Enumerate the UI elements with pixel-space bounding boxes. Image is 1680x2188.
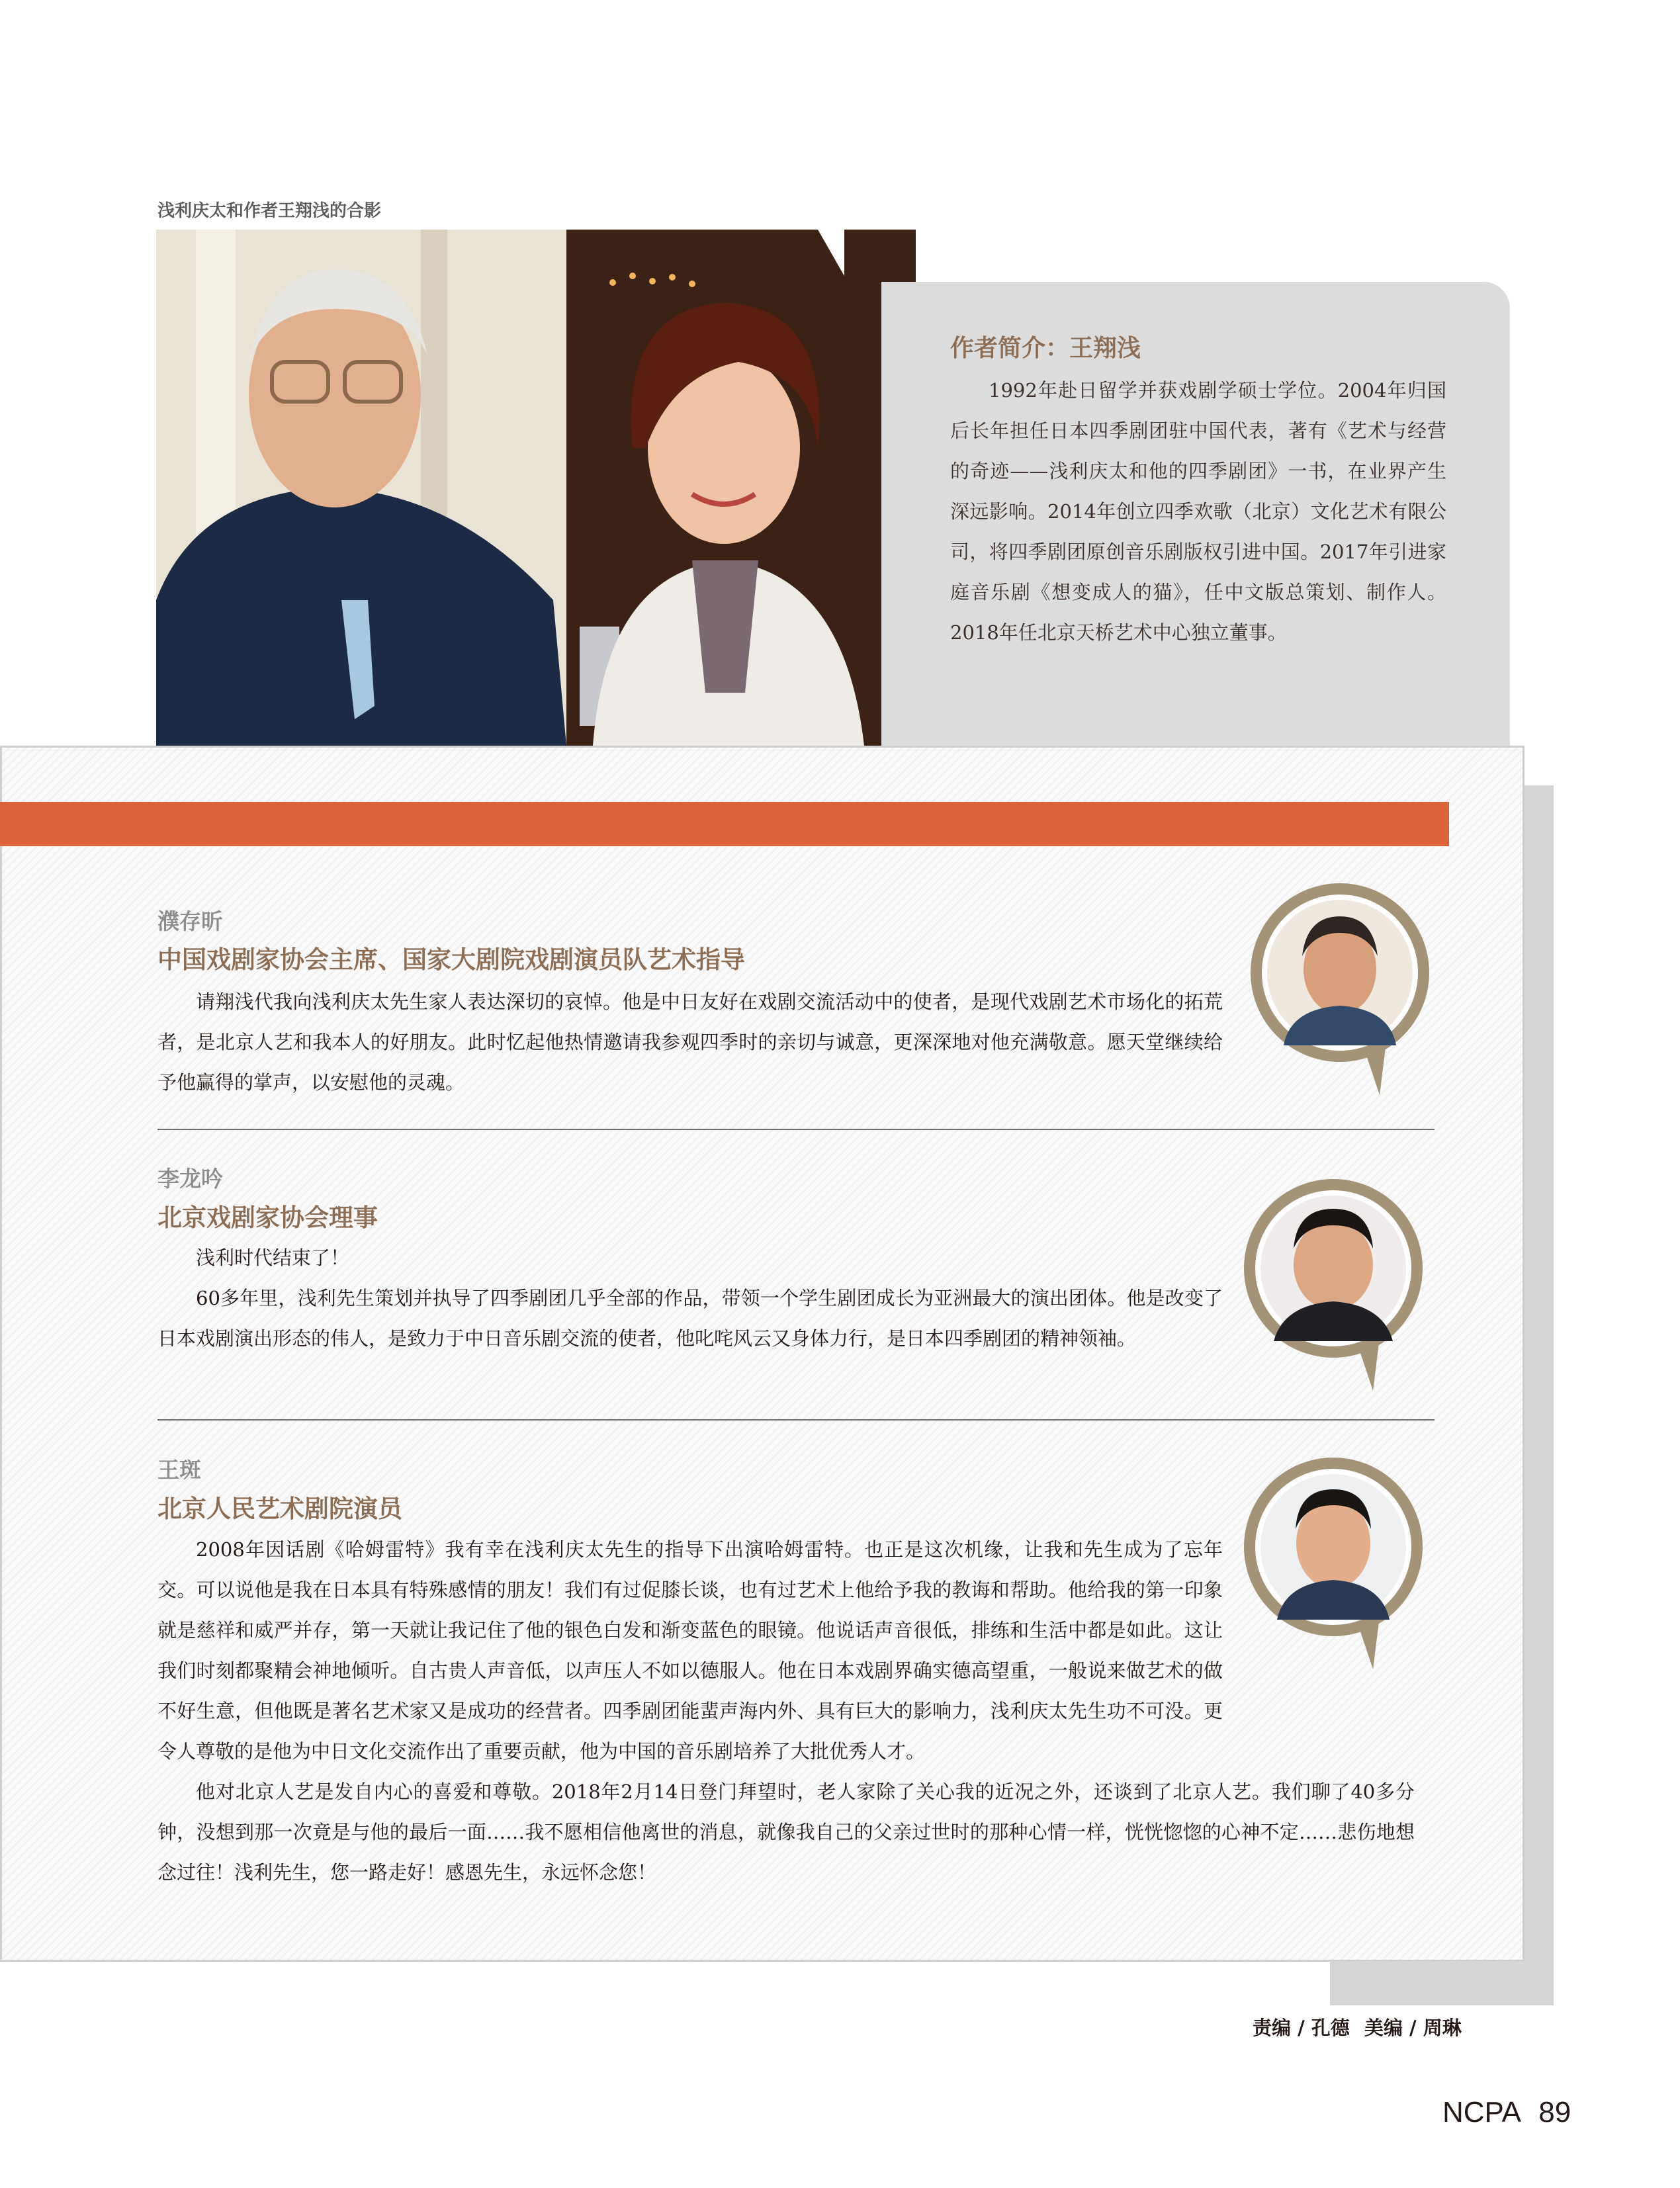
section-divider	[157, 1129, 1435, 1130]
editor-credit: 责编 / 孔德	[1253, 2017, 1350, 2039]
tribute-paragraph: 他对北京人艺是发自内心的喜爱和尊敬。2018年2月14日登门拜望时，老人家除了关心我的近况之外，还谈到了北京人艺。我们聊了40多分钟，没想到那一次竟是与他的最后一面……我不愿相信他离世的消息，就像我自己的父亲过世时的那种心情一样，恍恍惚惚的心神不定……悲伤地想念过往！浅利先生，您一路走好！感恩先生，永远怀念您！	[157, 1780, 1415, 1884]
tribute-name: 李龙吟	[157, 1166, 223, 1192]
accent-bar	[0, 802, 1449, 846]
tribute-paragraph: 浅利时代结束了！	[196, 1247, 350, 1269]
author-bio-title: 作者简介：王翔浅	[950, 335, 1141, 362]
credits	[1253, 2013, 1470, 2040]
page-number: 89	[1538, 2096, 1571, 2128]
tribute-paragraph: 2008年因话剧《哈姆雷特》我有幸在浅利庆太先生的指导下出演哈姆雷特。也正是这次机缘，让我和先生成为了忘年交。可以说他是我在日本具有特殊感情的朋友！我们有过促膝长谈，也有过艺术上他给予我的教诲和帮助。他给我的第一印象就是慈祥和威严并存，第一天就让我记住了他的银色白发和渐变蓝色的眼镜。他说话声音很低，排练和生活中都是如此。这让我们时刻都聚精会神地倾听。自古贵人声音低，以声压人不如以德服人。他在日本戏剧界确实德高望重，一般说来做艺术的做不好生意，但他既是著名艺术家又是成功的经营者。四季剧团能蜚声海内外、具有巨大的影响力，浅利庆太先生功不可没。更令人尊敬的是他为中日文化交流作出了重要贡献，他为中国的音乐剧培养了大批优秀人才。	[157, 1538, 1223, 1763]
designer-credit: 美编 / 周琳	[1364, 2017, 1462, 2039]
tribute-name: 濮存昕	[157, 908, 223, 934]
folio-brand: NCPA	[1442, 2096, 1521, 2128]
tribute-body	[157, 1238, 1223, 1359]
tribute-name: 王斑	[157, 1457, 201, 1483]
tribute-role: 北京人民艺术剧院演员	[157, 1495, 402, 1523]
section-divider	[157, 1419, 1435, 1421]
tribute-body	[157, 1530, 1415, 1893]
page-folio	[1442, 2096, 1571, 2129]
author-bio-text: 1992年赴日留学并获戏剧学硕士学位。2004年归国后长年担任日本四季剧团驻中国代表，著有《艺术与经营的奇迹——浅利庆太和他的四季剧团》一书，在业界产生深远影响。2014年创立四季欢歌（北京）文化艺术有限公司，将四季剧团原创音乐剧版权引进中国。2017年引进家庭音乐剧《想变成人的猫》，任中文版总策划、制作人。2018年任北京天桥艺术中心独立董事。	[950, 379, 1446, 644]
tribute-role: 北京戏剧家协会理事	[157, 1203, 378, 1232]
avatar	[1237, 1451, 1429, 1669]
avatar	[1237, 1172, 1429, 1391]
photo-caption: 浅利庆太和作者王翔浅的合影	[157, 201, 382, 221]
tribute-body	[157, 982, 1223, 1103]
tribute-paragraph: 60多年里，浅利先生策划并执导了四季剧团几乎全部的作品，带领一个学生剧团成长为亚洲最大的演出团体。他是改变了日本戏剧演出形态的伟人，是致力于中日音乐剧交流的使者，他叱咤风云又身体力行，是日本四季剧团的精神领袖。	[157, 1287, 1223, 1350]
group-photo	[156, 230, 916, 746]
tribute-paragraph: 请翔浅代我向浅利庆太先生家人表达深切的哀悼。他是中日友好在戏剧交流活动中的使者，是现代戏剧艺术市场化的拓荒者，是北京人艺和我本人的好朋友。此时忆起他热情邀请我参观四季时的亲切与诚意，更深深地对他充满敬意。愿天堂继续给予他赢得的掌声，以安慰他的灵魂。	[157, 990, 1223, 1094]
tribute-role: 中国戏剧家协会主席、国家大剧院戏剧演员队艺术指导	[157, 945, 745, 974]
avatar	[1244, 877, 1436, 1095]
